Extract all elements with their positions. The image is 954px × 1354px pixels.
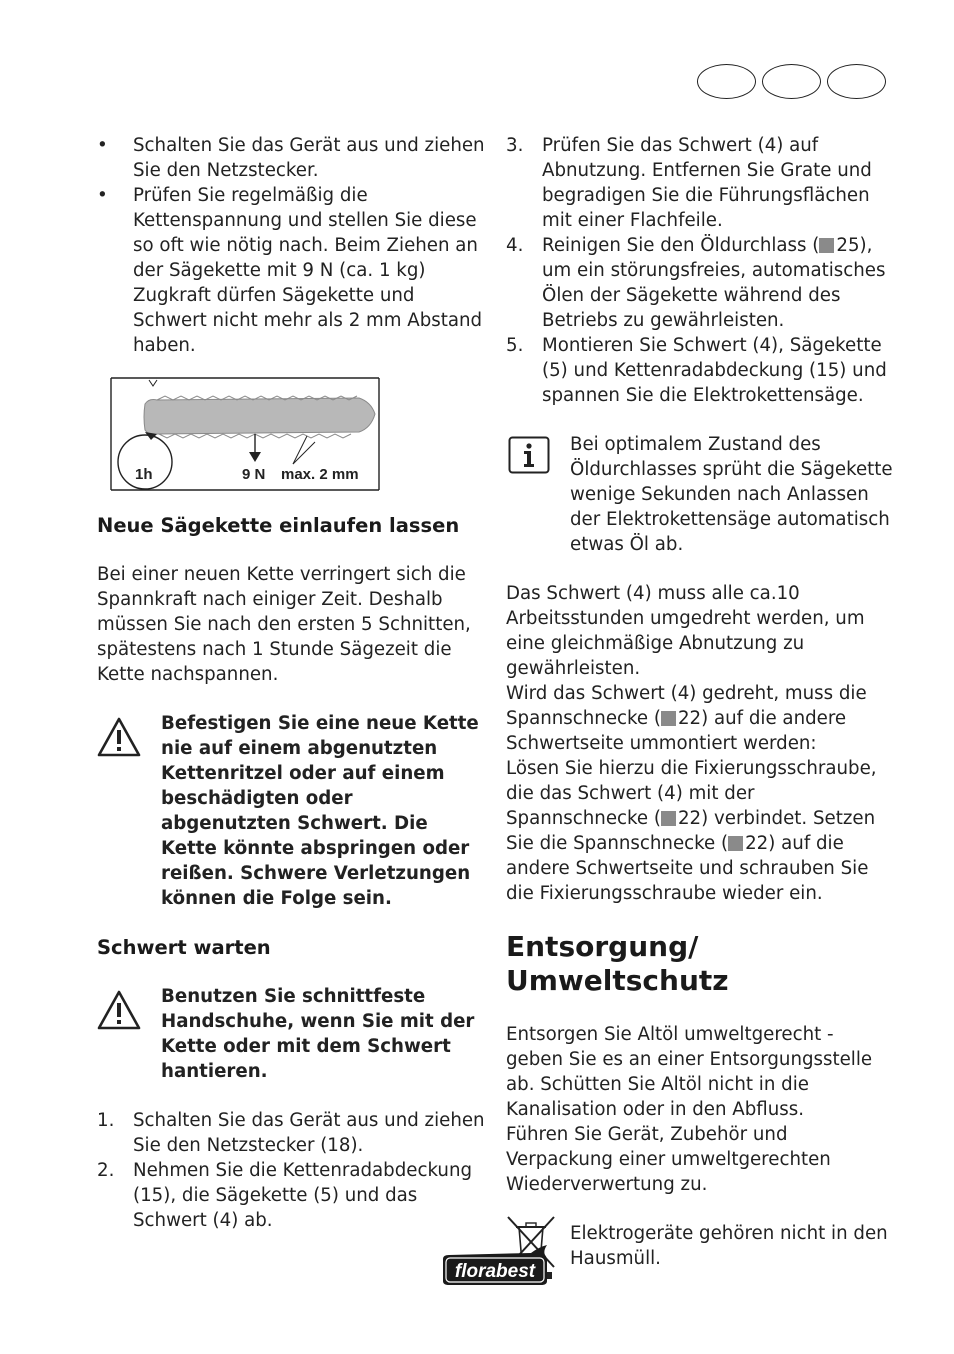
bullet-text: Prüfen Sie regelmäßig die Kettenspannung und stellen Sie diese so oft wie nötig nach. Beim Ziehen an der Sägekette mit 9 N (ca. 1 kg) Zugkraft dürfen Sägekette und Schwert nicht mehr als 2 mm Abstand haben. xyxy=(133,185,483,356)
step-number: 1. xyxy=(97,1110,115,1131)
paragraph xyxy=(506,756,896,906)
section-heading-large: Entsorgung/ Umweltschutz xyxy=(506,930,729,997)
diagram-label-force: 9 N xyxy=(242,466,266,483)
figure-ref-icon xyxy=(661,711,676,726)
paragraph-text: Lösen Sie hierzu die Fixierungsschraube, die das Schwert (4) mit der Spannschnecke ( xyxy=(506,758,877,829)
diagram-label-time: 1h xyxy=(135,466,153,483)
paragraph-text: ) auf die andere Schwertseite und schrauben Sie die Fixierungsschraube wieder ein. xyxy=(506,833,869,904)
right-column xyxy=(506,133,896,1271)
bullet-item xyxy=(97,133,485,183)
warning-icon xyxy=(97,990,141,1030)
figure-ref-icon xyxy=(728,836,743,851)
numbered-step xyxy=(506,233,896,333)
bullet-symbol: • xyxy=(97,185,108,206)
disposal-block xyxy=(506,1221,896,1271)
paragraph: Führen Sie Gerät, Zubehör und Verpackung einer umweltgerechten Wiederverwertung zu. xyxy=(506,1124,831,1195)
language-indicator xyxy=(697,64,889,100)
chain-tension-diagram xyxy=(109,376,381,492)
figure-ref-icon xyxy=(819,238,834,253)
step-text: Montieren Sie Schwert (4), Sägekette (5) und Kettenradabdeckung (15) und spannen Sie die Elektrokettensäge. xyxy=(542,335,887,406)
numbered-step xyxy=(97,1108,485,1158)
step-text: Prüfen Sie das Schwert (4) auf Abnutzung. Entfernen Sie Grate und begradigen Sie die Führungsflächen mit einer Flachfeile. xyxy=(542,135,872,231)
disposal-text: Elektrogeräte gehören nicht in den Hausmüll. xyxy=(570,1223,888,1269)
bullet-text: Schalten Sie das Gerät aus und ziehen Sie den Netzstecker. xyxy=(133,135,485,181)
numbered-step xyxy=(506,133,896,233)
warning-block xyxy=(97,984,485,1084)
numbered-step xyxy=(506,333,896,408)
numbered-step xyxy=(97,1158,485,1233)
step-number: 2. xyxy=(97,1160,115,1181)
figure-ref-number: 22 xyxy=(745,833,769,854)
step-number: 5. xyxy=(506,335,524,356)
paragraph: Bei einer neuen Kette verringert sich die Spannkraft nach einiger Zeit. Deshalb müssen Sie nach den ersten 5 Schnitten, spätestens nach 1 Stunde Sägezeit die Kette nachspannen. xyxy=(97,564,471,685)
language-oval-1 xyxy=(697,64,756,99)
paragraph-text: ) verbindet. Setzen Sie die Spannschnecke ( xyxy=(506,808,876,854)
bullet-symbol: • xyxy=(97,135,108,156)
paragraph: Das Schwert (4) muss alle ca.10 Arbeitsstunden umgedreht werden, um eine gleichmäßige Abnutzung zu gewährleisten. xyxy=(506,583,865,679)
language-oval-2 xyxy=(762,64,821,99)
step-text-pre: Reinigen Sie den Öldurchlass ( xyxy=(542,235,820,256)
language-oval-3 xyxy=(827,64,886,99)
bullet-item xyxy=(97,183,485,358)
diagram-label-gap: max. 2 mm xyxy=(281,466,359,483)
step-text: Schalten Sie das Gerät aus und ziehen Sie den Netzstecker (18). xyxy=(133,1110,485,1156)
step-text: Nehmen Sie die Kettenradabdeckung (15), die Sägekette (5) und das Schwert (4) ab. xyxy=(133,1160,473,1231)
step-number: 4. xyxy=(506,235,524,256)
figure-ref-number: 22 xyxy=(677,708,702,729)
info-block xyxy=(506,432,896,557)
figure-ref-icon xyxy=(661,811,676,826)
step-text-post: ), um ein störungsfreies, automatisches Ölen der Sägekette während des Betriebs zu gewährleisten. xyxy=(542,235,886,331)
warning-block xyxy=(97,711,485,911)
paragraph-text: Wird das Schwert (4) gedreht, muss die Spannschnecke ( xyxy=(506,683,867,729)
florabest-logo xyxy=(439,1243,551,1289)
warning-icon xyxy=(97,717,141,757)
info-icon xyxy=(508,436,550,474)
figure-ref-number: 25 xyxy=(836,235,860,256)
step-number: 3. xyxy=(506,135,524,156)
paragraph-text: ) auf die andere Schwertseite ummontiert werden: xyxy=(506,708,847,754)
paragraph xyxy=(506,681,896,756)
figure-ref-number: 22 xyxy=(677,808,702,829)
section-heading: Neue Sägekette einlaufen lassen xyxy=(97,514,460,537)
paragraph: Entsorgen Sie Altöl umweltgerecht - geben Sie es an einer Entsorgungsstelle ab. Schütten Sie Altöl nicht in die Kanalisation oder in den Abfluss. xyxy=(506,1024,873,1120)
left-column xyxy=(97,133,485,1233)
logo-text: florabest xyxy=(454,1261,536,1282)
info-text: Bei optimalem Zustand des Öldurchlasses sprüht die Sägekette wenige Sekunden nach Anlassen der Elektrokettensäge automatisch etwas Öl ab. xyxy=(570,434,893,555)
warning-text: Befestigen Sie eine neue Kette nie auf einem abgenutzten Kettenritzel oder auf einem beschädigten oder abgenutzten Schwert. Die Kette könnte abspringen oder reißen. Schwere Verletzungen können die Folge sein. xyxy=(161,713,479,909)
section-heading: Schwert warten xyxy=(97,936,271,959)
warning-text: Benutzen Sie schnittfeste Handschuhe, wenn Sie mit der Kette oder mit dem Schwert hantieren. xyxy=(161,986,475,1082)
